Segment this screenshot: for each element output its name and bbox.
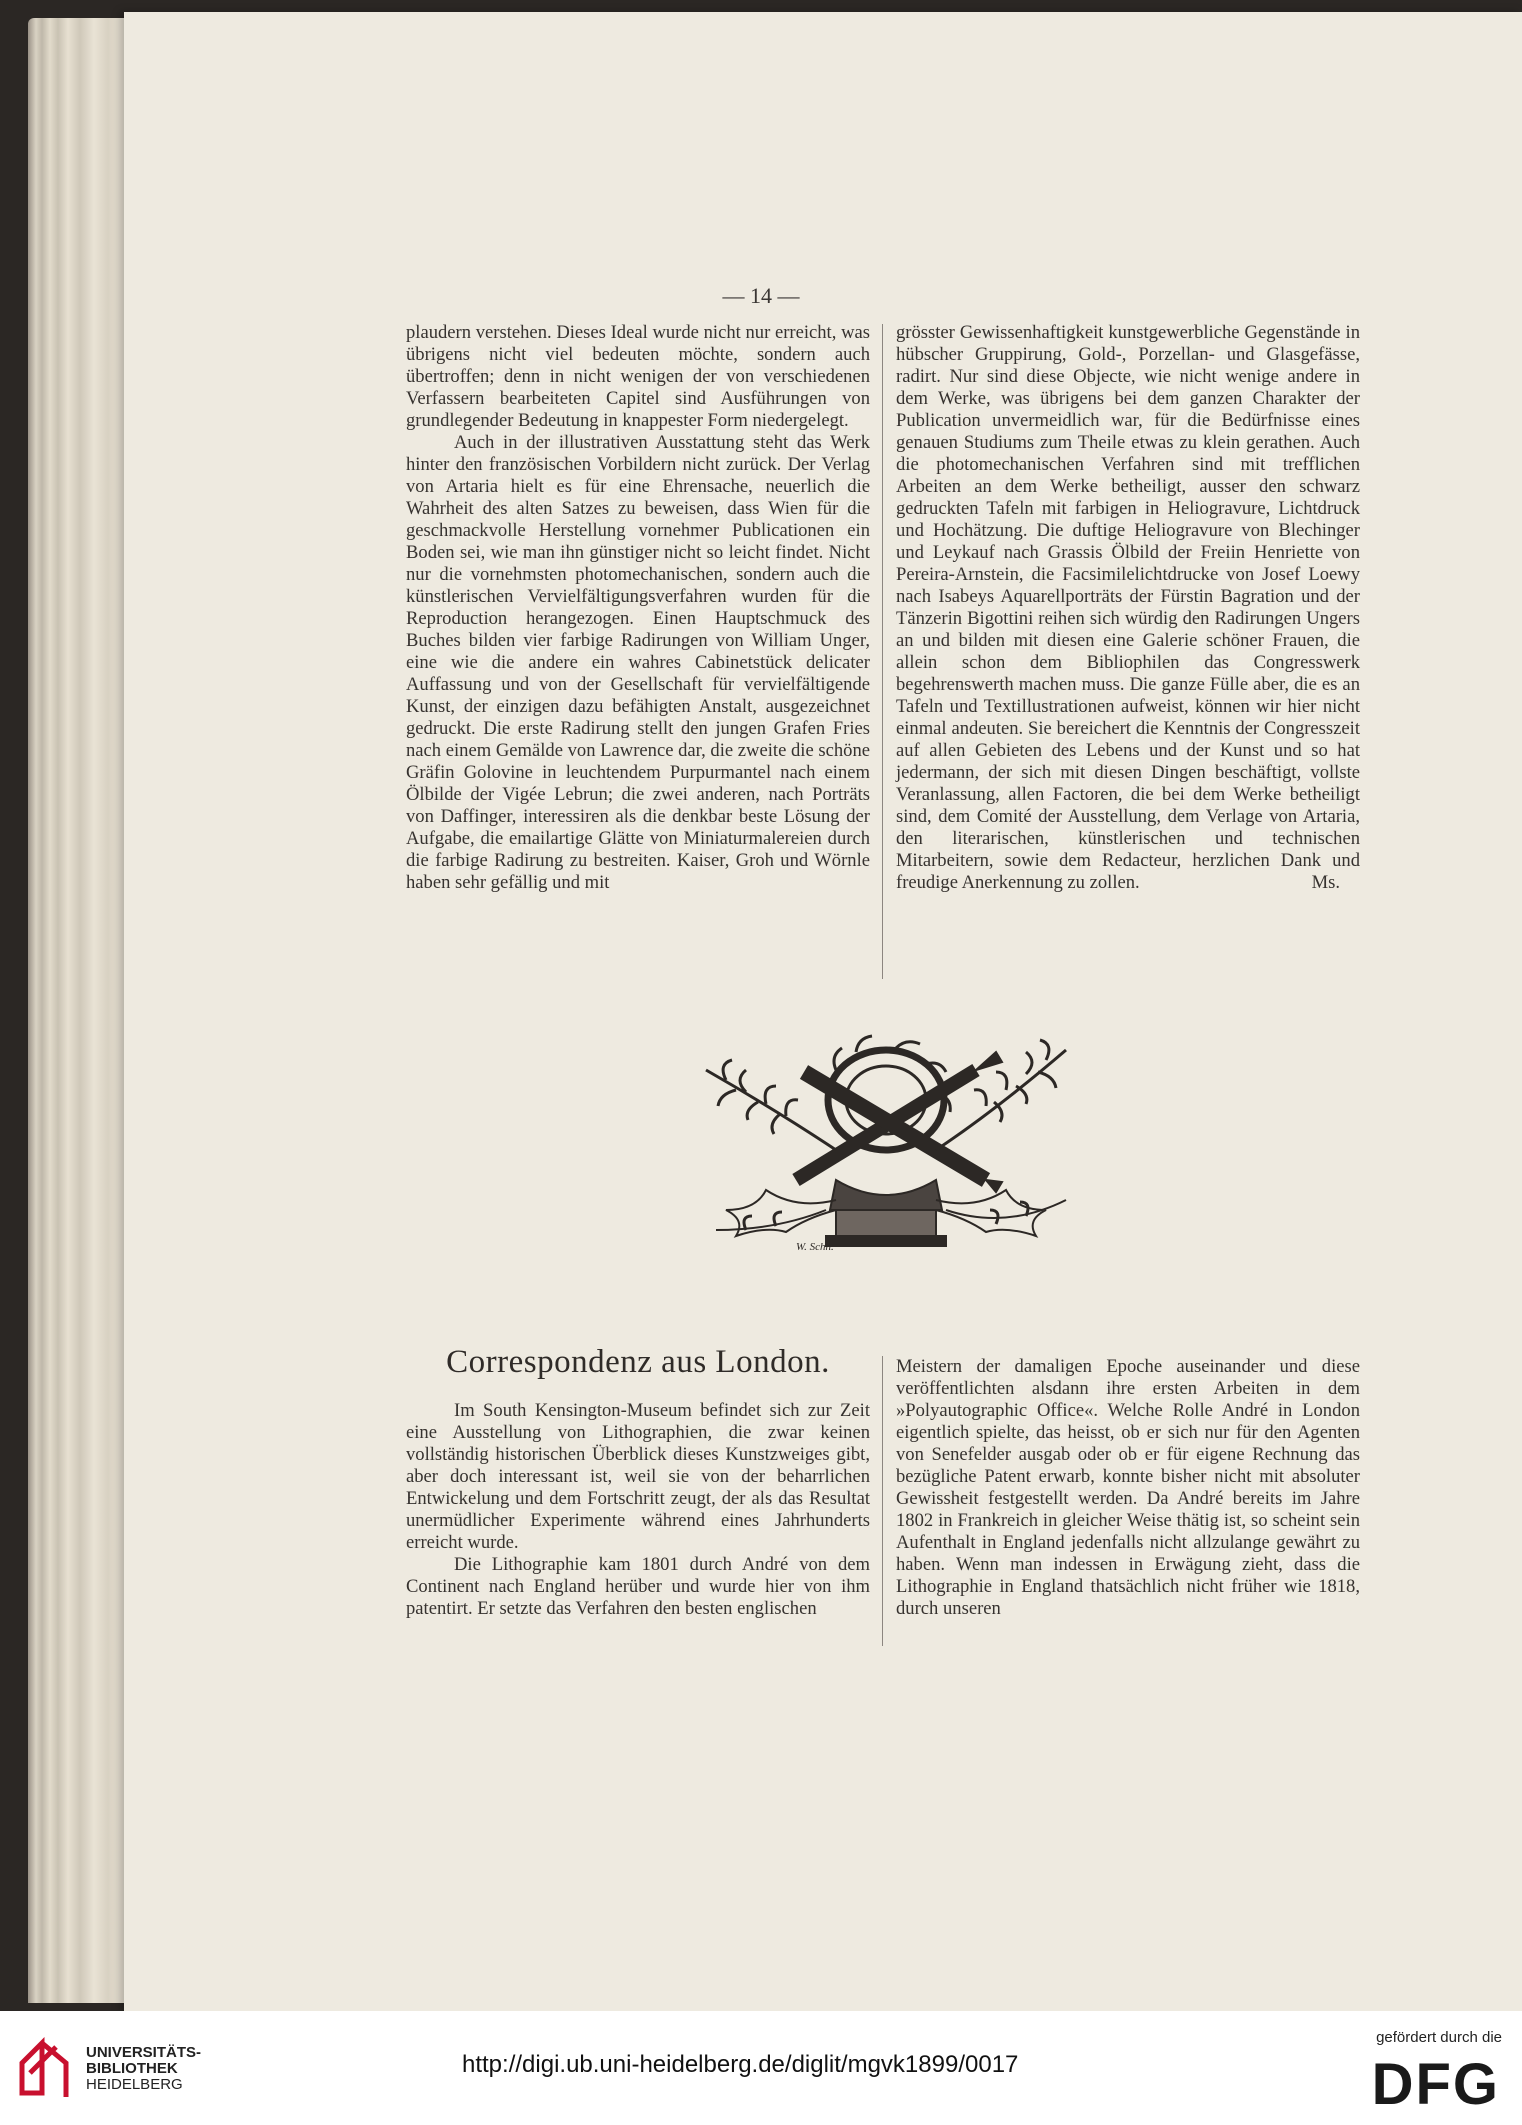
paragraph-text: grösster Gewissenhaftigkeit kunstgewerbliche Gegenstände in hübscher Gruppirung, Gold-, Porzellan- und Glasgefässe, radirt. Nur sind diese Objecte, wie nicht wenige andere in dem Werke, was übrigens bei dem ganzen Charakter der Publication unvermeidlich war, für die Bedürfnisse eines genauen Studiums zum Theile etwas zu klein gerathen. Auch die photomechanischen Verfahren sind mit trefflichen Arbeiten an dem Werke betheiligt, ausser den schwarz gedruckten Tafeln mit farbigen in Heliogravure, Lichtdruck und Hochätzung. Die duftige Heliogravure von Blechinger und Leykauf nach Grassis Ölbild der Freiin Henriette von Pereira-Arnstein, die Facsimilelichtdrucke von Josef Loewy nach Isabeys Aquarellporträts der Fürstin Bagration und der Tänzerin Bigottini reihen sich würdig den Radirungen Ungers an und bilden mit diesen eine Galerie schöner Frauen, die allein schon dem Bibliophilen das Congresswerk begehrenswerth machen muss. Die ganze Fülle aber, die es an Tafeln und Textillustrationen aufweist, können wir hier nicht einmal andeuten. Sie bereichert die Kenntnis der Congresszeit auf allen Gebieten des Lebens und der Kunst und so hat jedermann, der sich mit diesen Dingen beschäftigt, vollste Veranlassung, allen Factoren, die bei dem Werke betheiligt sind, dem Comité der Ausstellung, dem Verlage von Artaria, den literarischen, künstlerischen und technischen Mitarbeitern, sowie dem Redacteur, herzlichen Dank und freudige Anerkennung zu zollen. xyxy=(896,322,1360,893)
column-divider xyxy=(882,1356,883,1646)
page-stack-edge xyxy=(28,18,138,2003)
digitization-footer xyxy=(0,2011,1522,2125)
vignette-signature: W. Schn. xyxy=(796,1241,834,1253)
paragraph: plaudern verstehen. Dieses Ideal wurde nicht nur erreicht, was übrigens nicht viel bedeuten möchte, sondern auch übertroffen; denn in nicht wenigen der von verschiedenen Verfassern bearbeiteten Capitel sind Ausführungen von grundlegender Bedeutung in knappester Form niedergelegt. xyxy=(406,322,870,431)
paragraph: Im South Kensington-Museum befindet sich zur Zeit eine Ausstellung von Lithographien, die zwar keinen vollständig historischen Überblick dieses Kunstzweiges gibt, aber doch interessant ist, weil sie von der beharrlichen Entwickelung und dem Fortschritt zeugt, der als das Resultat unermüdlicher Experimente während eines Jahrhunderts erreicht wurde. xyxy=(406,1400,870,1553)
author-signature: Ms. xyxy=(1311,872,1340,893)
article2-column-right xyxy=(896,1356,1360,1620)
scanned-page xyxy=(124,12,1522,2011)
paragraph: Die Lithographie kam 1801 durch André von dem Continent nach England herüber und wurde hier von ihm patentirt. Er setzte das Verfahren den besten englischen xyxy=(406,1554,870,1619)
page-number: — 14 — xyxy=(722,283,800,308)
funded-by-label: gefördert durch die xyxy=(1376,2029,1502,2046)
article2-column-left xyxy=(406,1400,870,1620)
ornament-vignette xyxy=(686,1030,1086,1270)
university-library-name[interactable]: UNIVERSITÄTS- BIBLIOTHEK HEIDELBERG xyxy=(86,2044,202,2093)
olive-branch-right xyxy=(936,1050,1066,1150)
permalink-url[interactable]: http://digi.ub.uni-heidelberg.de/diglit/mgvk1899/0017 xyxy=(462,2051,1019,2078)
pedestal xyxy=(830,1180,942,1210)
paragraph xyxy=(896,322,1360,894)
dfg-logo[interactable]: DFG xyxy=(1371,2052,1500,2117)
university-library-logo-icon[interactable] xyxy=(16,2033,74,2103)
paragraph: Meistern der damaligen Epoche auseinander und diese veröffentlichten alsdann ihre ersten Arbeiten in dem »Polyautographic Office«. Welche Rolle André in London eigentlich spielte, das heisst, ob er sich nur für den Agenten von Senefelder ausgab oder ob er für eigene Rechnung das bezügliche Patent erwarb, konnte bisher nicht mit absoluter Gewissheit festgestellt werden. Da André bereits im Jahre 1802 in Frankreich in gleicher Weise thätig ist, so scheint sein Aufenthalt in England jedenfalls nicht allzulange gewährt zu haben. Wenn man indessen in Erwägung zieht, dass die Lithographie in England thatsächlich nicht früher wie 1818, durch unseren xyxy=(896,1356,1360,1619)
section-title: Correspondenz aus London. xyxy=(446,1344,830,1380)
paragraph: Auch in der illustrativen Ausstattung steht das Werk hinter den französischen Vorbildern nicht zurück. Der Verlag von Artaria hielt es für eine Ehrensache, neuerlich die Wahrheit des alten Satzes zu beweisen, dass Wien für die geschmackvolle Herstellung vornehmer Publicationen ein Boden sei, wie man ihn günstiger nicht so leicht findet. Nicht nur die vornehmsten photomechanischen, sondern auch die künstlerischen Vervielfältigungsverfahren wurden für die Reproduction herangezogen. Einen Hauptschmuck des Buches bilden vier farbige Radirungen von William Unger, eine wie die andere ein wahres Cabinetstück delicater Auffassung und von der Gesellschaft für vervielfältigende Kunst, der einzigen dazu befähigten Anstalt, ausgezeichnet gedruckt. Die erste Radirung stellt den jungen Grafen Fries nach einem Gemälde von Lawrence dar, die zweite die schöne Gräfin Golovine in leuchtendem Purpurmantel nach einem Ölbilde der Vigée Lebrun; die zwei anderen, nach Porträts von Daffinger, interessiren als die denkbar beste Lösung der Aufgabe, die emailartige Glätte von Miniaturmalereien durch die farbige Radirung zu bestreiten. Kaiser, Groh und Wörnle haben sehr gefällig und mit xyxy=(406,432,870,893)
column-divider xyxy=(882,324,883,979)
article1-column-right xyxy=(896,322,1360,894)
article1-column-left xyxy=(406,322,870,894)
